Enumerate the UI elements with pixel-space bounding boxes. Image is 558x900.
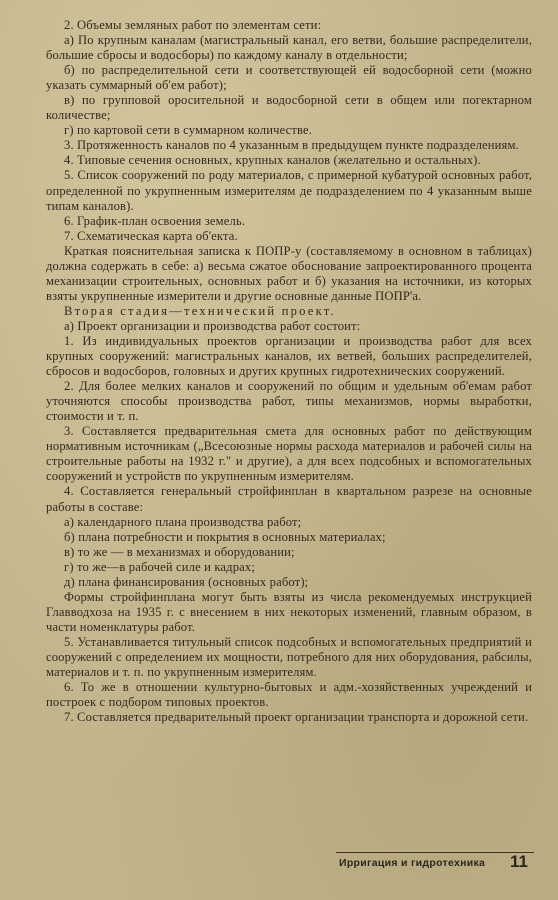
paragraph: 4. Составляется генеральный стройфинплан в квартальном разрезе на основные работы в составе: [46, 484, 532, 514]
paragraph: Вторая стадия—технический проект. [64, 303, 336, 318]
paragraph: д) плана финансирования (основных работ); [64, 574, 309, 589]
paragraph: Краткая пояснительная записка к ПОПР-у (составляемому в основном в таблицах) должна содержать в себе: а) весьма сжатое обоснование запроектированного процента механизации строительных, основных работ и б) указания на источники, из которых взяты укрупненные измерители и другие основные данные ПОПР'а. [46, 243, 532, 303]
paragraph: а) календарного плана производства работ; [64, 514, 302, 529]
paragraph: Формы стройфинплана могут быть взяты из числа рекомендуемых инструкцией Главводхоза на 1935 г. с внесением в них некоторых изменений, главным образом, в части номенклатуры работ. [46, 589, 532, 634]
paragraph: а) Проект организации и производства работ состоит: [64, 318, 361, 333]
paragraph: г) то же—в рабочей силе и кадрах; [64, 559, 255, 574]
paragraph: в) то же — в механизмах и оборудовании; [64, 544, 295, 559]
paragraph: б) плана потребности и покрытия в основных материалах; [64, 529, 386, 544]
paragraph: 2. Объемы земляных работ по элементам сети: [64, 18, 322, 32]
paragraph: 5. Список сооружений по роду материалов, с примерной кубатурой основных работ, определенной по укрупненным измерителям де подразделением по 4 указанным выше типам каналов). [46, 168, 532, 213]
page-number: 11 [510, 852, 528, 871]
paragraph: 3. Протяженность каналов по 4 указанным в предыдущем пункте подразделениям. [64, 138, 519, 153]
paragraph: 1. Из индивидуальных проектов организации и производства работ для всех крупных сооружений: магистральных каналов, их ветвей, больших распределителей, сбросов и водосборов, головных и других крупных гидротехнических сооружений. [46, 333, 532, 379]
paragraph: 3. Составляется предварительная смета для основных работ по действующим нормативным источникам („Всесоюзные нормы расхода материалов и рабочей силы на строительные работы на 1932 г." и другие), а для всех подсобных и вспомогательных сооружений и устройств по укрупненным измерителям. [46, 424, 532, 484]
paragraph: 6. График-план освоения земель. [64, 213, 246, 228]
paragraph: 2. Для более мелких каналов и сооружений по общим и удельным об'емам работ уточняются способы производства работ, типы механизмов, нормы выработки, стоимости и т. п. [46, 379, 532, 424]
body-text [46, 18, 532, 725]
paragraph: 7. Составляется предварительный проект организации транспорта и дорожной сети. [64, 710, 529, 725]
paragraph: в) по групповой оросительной и водосборной сети в общем или погектарном количестве; [46, 93, 532, 123]
paragraph: 4. Типовые сечения основных, крупных каналов (желательно и остальных). [64, 153, 481, 168]
running-title: Ирригация и гидротехника [339, 857, 486, 869]
footer-rule [336, 852, 534, 853]
paragraph: 7. Схематическая карта об'екта. [64, 228, 238, 243]
paragraph: б) по распределительной сети и соответствующей ей водосборной сети (можно указать суммарный об'ем работ); [46, 63, 532, 93]
paragraph: а) По крупным каналам (магистральный канал, его ветви, большие распределители, большие сбросы и водосборы) по каждому каналу в отдельности; [46, 33, 532, 63]
paragraph: г) по картовой сети в суммарном количестве. [64, 123, 313, 138]
paragraph: 5. Устанавливается титульный список подсобных и вспомогательных предприятий и сооружений с определением их мощности, потребного для них оборудования, рабсилы, материалов и т. п. по укрупненным измерителям. [46, 634, 532, 680]
paragraph: 6. То же в отношении культурно-бытовых и адм.-хозяйственных учреждений и построек с подбором типовых проектов. [46, 680, 532, 710]
page-footer [0, 852, 558, 882]
